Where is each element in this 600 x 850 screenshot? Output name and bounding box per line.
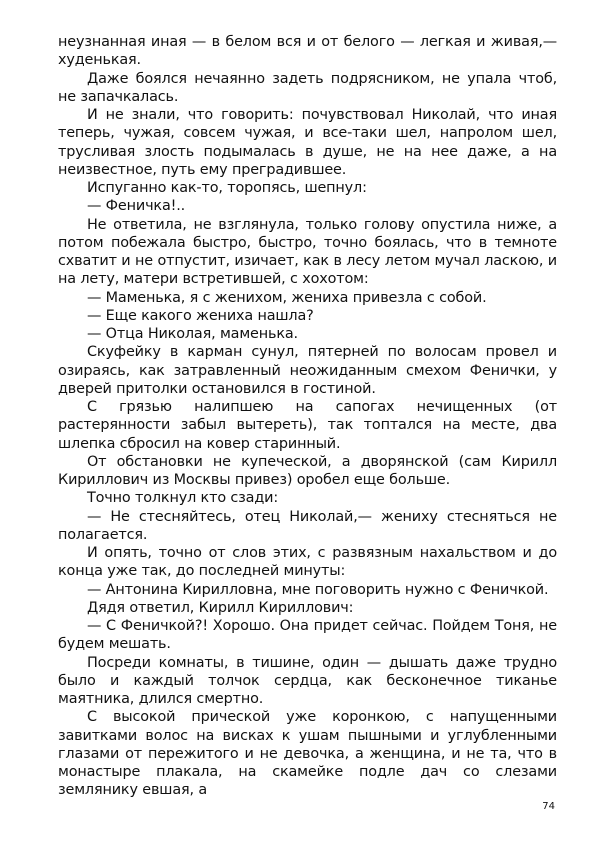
paragraph: — Маменька, я с женихом, жениха привезла с собой. — [87, 289, 487, 306]
page-number: 74 — [542, 801, 555, 812]
paragraph: — Феничка!.. — [87, 198, 186, 215]
paragraph: Испуганно как-то, торопясь, шепнул: — [87, 180, 367, 196]
paragraph: — Не стесняйтесь, отец Николай,— жениху стесняться не полагается. — [58, 508, 557, 543]
document-body — [58, 33, 557, 800]
paragraph: С грязью налипшею на сапогах нечищенных (от растерянности забыл вытереть), так топтался на месте, два шлепка сбросил на ковер старинный. — [58, 399, 557, 452]
paragraph: — Еще какого жениха нашла? — [87, 307, 314, 324]
paragraph: — Антонина Кирилловна, мне поговорить нужно с Феничкой. — [87, 581, 549, 598]
paragraph: С высокой прической уже коронкою, с напущенными завитками волос на висках к ушам пышными и углубленными глазами от пережитого и не девочка, а женщина, и не та, что в монастыре плакала, на скамейке подле дач со слезами землянику евшая, а — [58, 709, 557, 799]
paragraph: От обстановки не купеческой, а дворянской (сам Кирилл Кириллович из Москвы привез) оробел еще больше. — [58, 453, 557, 488]
paragraph: Даже боялся нечаянно задеть подрясником, не упала чтоб, не запачкалась. — [58, 70, 557, 105]
paragraph: Не ответила, не взглянула, только голову опустила ниже, а потом побежала быстро, быстро, точно боялась, что в темноте схватит и не отпустит, изичает, как в лесу летом мучал ласкою, и на лету, матери встретившей, с хохотом: — [58, 216, 557, 288]
paragraph: Скуфейку в карман сунул, пятерней по волосам провел и озираясь, как затравленный неожиданным смехом Фенички, у дверей притолки остановился в гостиной. — [58, 344, 557, 397]
paragraph: Посреди комнаты, в тишине, один — дышать даже трудно было и каждый толчок сердца, как бесконечное тиканье маятника, длился смертно. — [58, 654, 557, 707]
paragraph: — С Феничкой?! Хорошо. Она придет сейчас. Пойдем Тоня, не будем мешать. — [58, 618, 557, 653]
paragraph: И опять, точно от слов этих, с развязным нахальством и до конца уже так, до последней минуты: — [58, 545, 557, 580]
paragraph: Дядя ответил, Кирилл Кириллович: — [87, 599, 354, 616]
paragraph: И не знали, что говорить: почувствовал Николай, что иная теперь, чужая, совсем чужая, и все-таки шел, напролом шел, трусливая злость подымалась в душе, не на нее даже, а на неизвестное, путь ему преградившее. — [58, 107, 557, 178]
paragraph: — Отца Николая, маменька. — [87, 326, 298, 342]
paragraph: неузнанная иная — в белом вся и от белого — легкая и живая,— худенькая. — [58, 34, 557, 69]
paragraph: Точно толкнул кто сзади: — [87, 490, 279, 507]
